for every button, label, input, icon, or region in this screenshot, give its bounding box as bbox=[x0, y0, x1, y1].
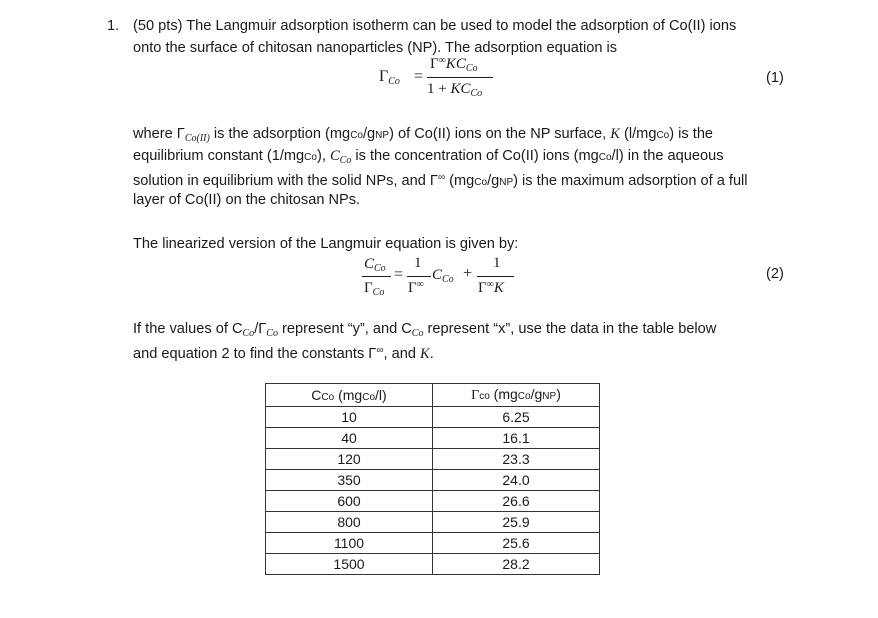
table-row bbox=[266, 533, 600, 554]
table-row bbox=[266, 428, 600, 449]
cell-concentration: 600 bbox=[266, 491, 433, 512]
instruction-line-1: If the values of $C_{Co}/\Gamma_{Co}$ represent “y”, and $C_{Co}$ represent “x”, use the data in the table below bbox=[133, 321, 717, 339]
table-row bbox=[266, 407, 600, 428]
cell-adsorption: 25.9 bbox=[433, 512, 600, 533]
cell-concentration: 1100 bbox=[266, 533, 433, 554]
cell-concentration: 10 bbox=[266, 407, 433, 428]
cell-adsorption: 26.6 bbox=[433, 491, 600, 512]
definitions-line-4: layer of Co(II) on the chitosan NPs. bbox=[133, 192, 361, 208]
table-row bbox=[266, 491, 600, 512]
cell-adsorption: 24.0 bbox=[433, 470, 600, 491]
column-header-concentration: CCo (mgCo/l) bbox=[266, 384, 433, 407]
eq2-lhs-numerator: $C_{Co}$ bbox=[364, 256, 386, 274]
eq1-numerator: $\Gamma^\infty KC_{Co}$ bbox=[430, 55, 478, 74]
intro-line-1: (50 pts) The Langmuir adsorption isotherm can be used to model the adsorption of Co(II) ions bbox=[133, 18, 737, 34]
eq2-f1-bar bbox=[407, 276, 431, 277]
definitions-line-1: where $\Gamma_{Co(II)}$ is the adsorption (mgCo/gNP) of Co(II) ions on the NP surface, K (l/mgCo) is the bbox=[133, 126, 714, 144]
data-table bbox=[265, 383, 600, 575]
eq1-denominator: $1 + KC_{Co}$ bbox=[427, 81, 483, 99]
cell-adsorption: 16.1 bbox=[433, 428, 600, 449]
table-row bbox=[266, 449, 600, 470]
intro-line-2: onto the surface of chitosan nanoparticles (NP). The adsorption equation is bbox=[133, 40, 618, 56]
cell-adsorption: 25.6 bbox=[433, 533, 600, 554]
instruction-line-2: and equation 2 to find the constants Γ∞, and K. bbox=[133, 345, 434, 362]
cell-concentration: 350 bbox=[266, 470, 433, 491]
eq2-lhs-bar bbox=[362, 276, 391, 277]
definitions-line-3: solution in equilibrium with the solid NPs, and Γ∞ (mgCo/gNP) is the maximum adsorption of a full bbox=[133, 172, 748, 189]
cell-concentration: 1500 bbox=[266, 554, 433, 575]
cell-adsorption: 6.25 bbox=[433, 407, 600, 428]
cell-concentration: 40 bbox=[266, 428, 433, 449]
cell-concentration: 800 bbox=[266, 512, 433, 533]
table-row bbox=[266, 470, 600, 491]
cell-adsorption: 28.2 bbox=[433, 554, 600, 575]
eq2-f2-bar bbox=[477, 276, 514, 277]
cell-adsorption: 23.3 bbox=[433, 449, 600, 470]
eq2-f1-denominator: Γ∞ bbox=[408, 279, 424, 296]
eq1-equals: = bbox=[414, 68, 424, 85]
eq2-f2-numerator: 1 bbox=[493, 255, 501, 271]
table-row bbox=[266, 554, 600, 575]
definitions-line-2: equilibrium constant (1/mgCo), $C_{Co}$ is the concentration of Co(II) ions (mgCo/l) in the aqueous bbox=[133, 148, 724, 166]
eq2-f2-denominator: Γ∞K bbox=[478, 279, 504, 296]
table-row bbox=[266, 512, 600, 533]
eq2-f1-numerator: 1 bbox=[414, 255, 422, 271]
eq2-number: (2) bbox=[766, 266, 784, 282]
problem-number: 1. bbox=[107, 18, 120, 34]
table-header-row bbox=[266, 384, 600, 407]
eq2-equals: = bbox=[394, 266, 404, 283]
eq1-fraction-bar bbox=[427, 77, 493, 78]
eq2-plus: + bbox=[463, 265, 473, 282]
column-header-adsorption: Γco (mgCo/gNP) bbox=[433, 384, 600, 407]
eq2-lhs-denominator: $\Gamma_{Co}$ bbox=[364, 280, 385, 298]
cell-concentration: 120 bbox=[266, 449, 433, 470]
eq2-middle-term: $C_{Co}$ bbox=[432, 267, 454, 285]
eq1-number: (1) bbox=[766, 70, 784, 86]
linearized-intro: The linearized version of the Langmuir equation is given by: bbox=[133, 236, 519, 252]
eq1-lhs: $\Gamma_{Co}$ bbox=[379, 68, 400, 87]
